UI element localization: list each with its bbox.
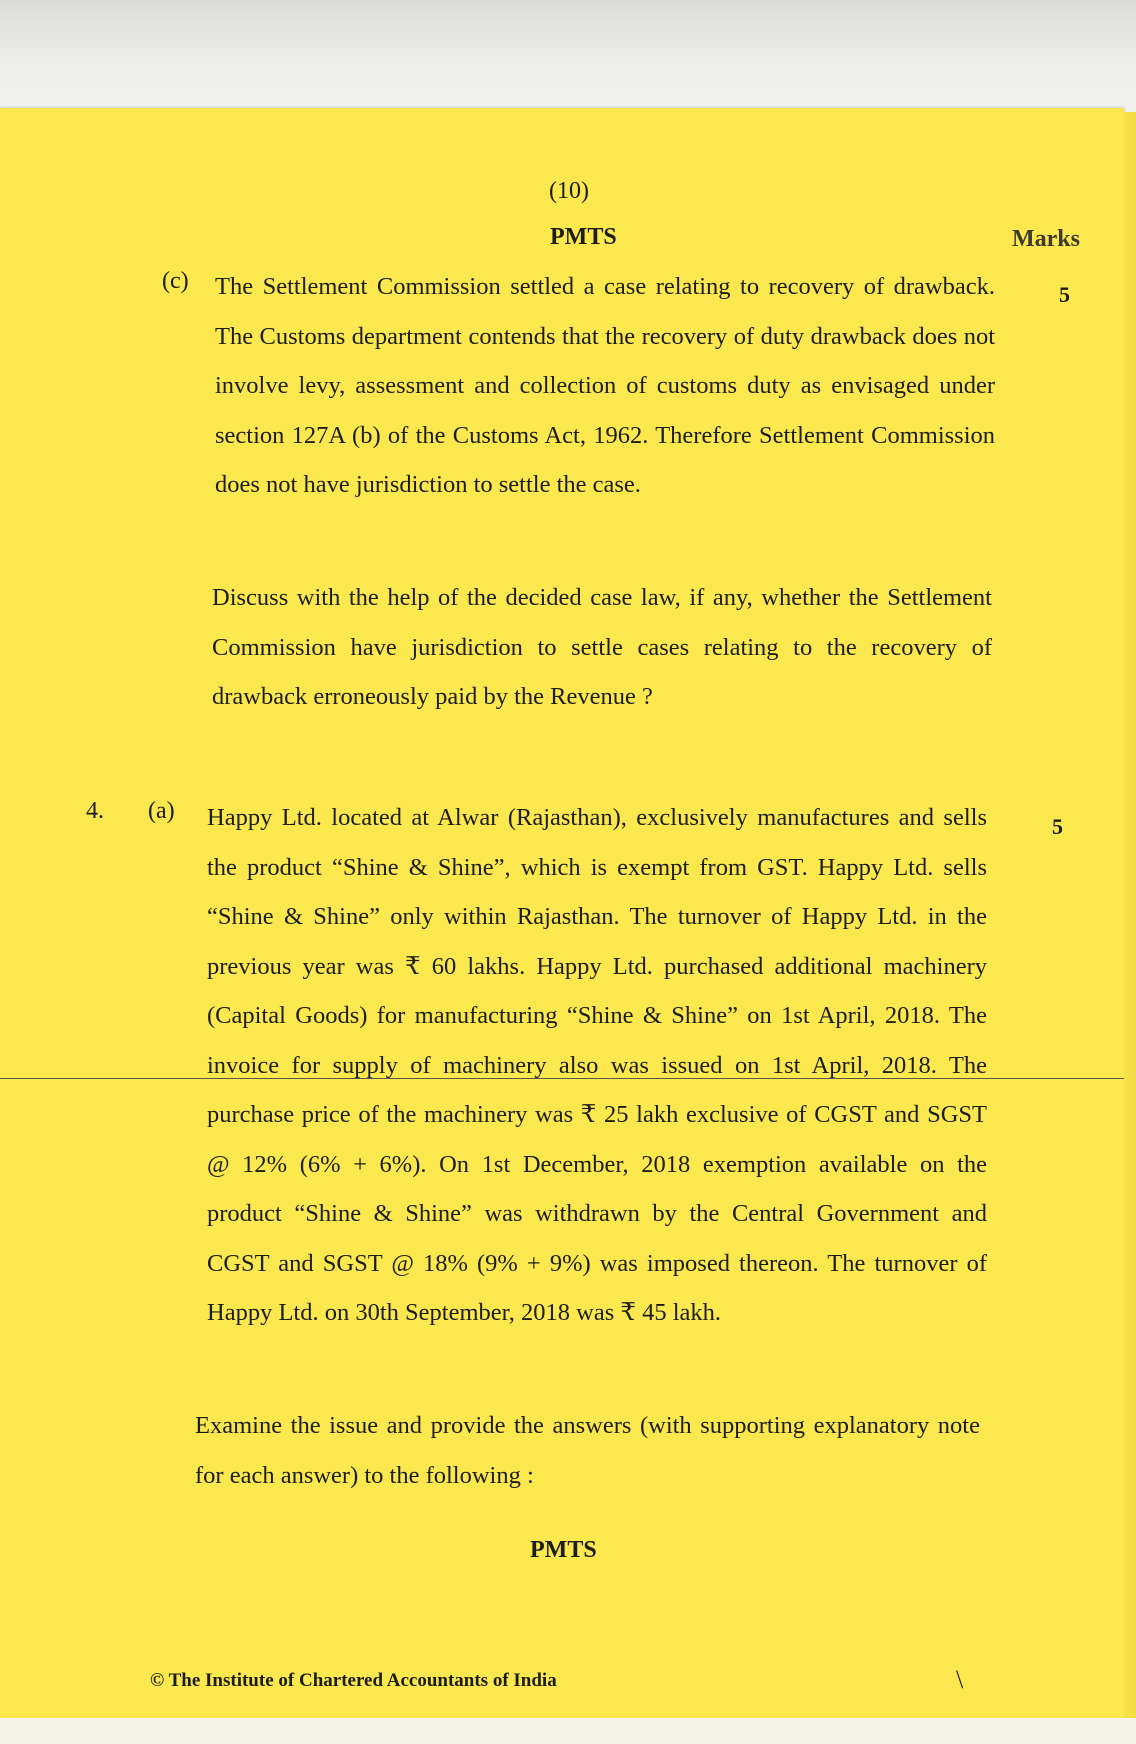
question-3c-paragraph-2: Discuss with the help of the decided case law, if any, whether the Settlement Commission have jurisdiction to settle cases relating to the recovery of drawback erroneously paid by the Revenue ?	[212, 584, 992, 710]
question-3c-paragraph-1: The Settlement Commission settled a case relating to recovery of drawback. The Customs department contends that the recovery of duty drawback does not involve levy, assessment and collection of customs duty as envisaged under section 127A (b) of the Customs Act, 1962. Therefore Settlement Commission does not have jurisdiction to settle the case.	[215, 273, 995, 498]
question-4a-marks: 5	[1052, 814, 1063, 839]
copyright-notice: © The Institute of Chartered Accountants of India	[150, 1670, 557, 1691]
question-3c-marks: 5	[1059, 282, 1070, 307]
horizontal-rule	[0, 1078, 1124, 1079]
header-title: PMTS	[550, 224, 617, 250]
footer-title: PMTS	[530, 1537, 597, 1563]
question-4a-label: (a)	[148, 798, 175, 824]
stray-pen-mark: \	[956, 1665, 964, 1694]
question-4-number: 4.	[86, 798, 104, 824]
question-4a-paragraph-1: Happy Ltd. located at Alwar (Rajasthan), exclusively manufactures and sells the product “Shine & Shine”, which is exempt from GST. Happy Ltd. sells “Shine & Shine” only within Rajasthan. The turnover of Happy Ltd. in the previous year was ₹ 60 lakhs. Happy Ltd. purchased additional machinery (Capital Goods) for manufacturing “Shine & Shine” on 1st April, 2018. The invoice for supply of machinery also was issued on 1st April, 2018. The purchase price of the machinery was ₹ 25 lakh exclusive of CGST and SGST @ 12% (6% + 6%). On 1st December, 2018 exemption available on the product “Shine & Shine” was withdrawn by the Central Government and CGST and SGST @ 18% (9% + 9%) was imposed thereon. The turnover of Happy Ltd. on 30th September, 2018 was ₹ 45 lakh.	[207, 804, 987, 1326]
marks-column-header: Marks	[1012, 226, 1080, 252]
scan-background-top	[0, 0, 1136, 112]
page-edge	[1124, 112, 1136, 1744]
question-3c-label: (c)	[162, 268, 189, 294]
question-4a-paragraph-2: Examine the issue and provide the answers (with supporting explanatory note for each answer) to the following :	[195, 1412, 980, 1489]
scan-background-bottom	[0, 1718, 1136, 1744]
page-number: (10)	[549, 178, 589, 204]
